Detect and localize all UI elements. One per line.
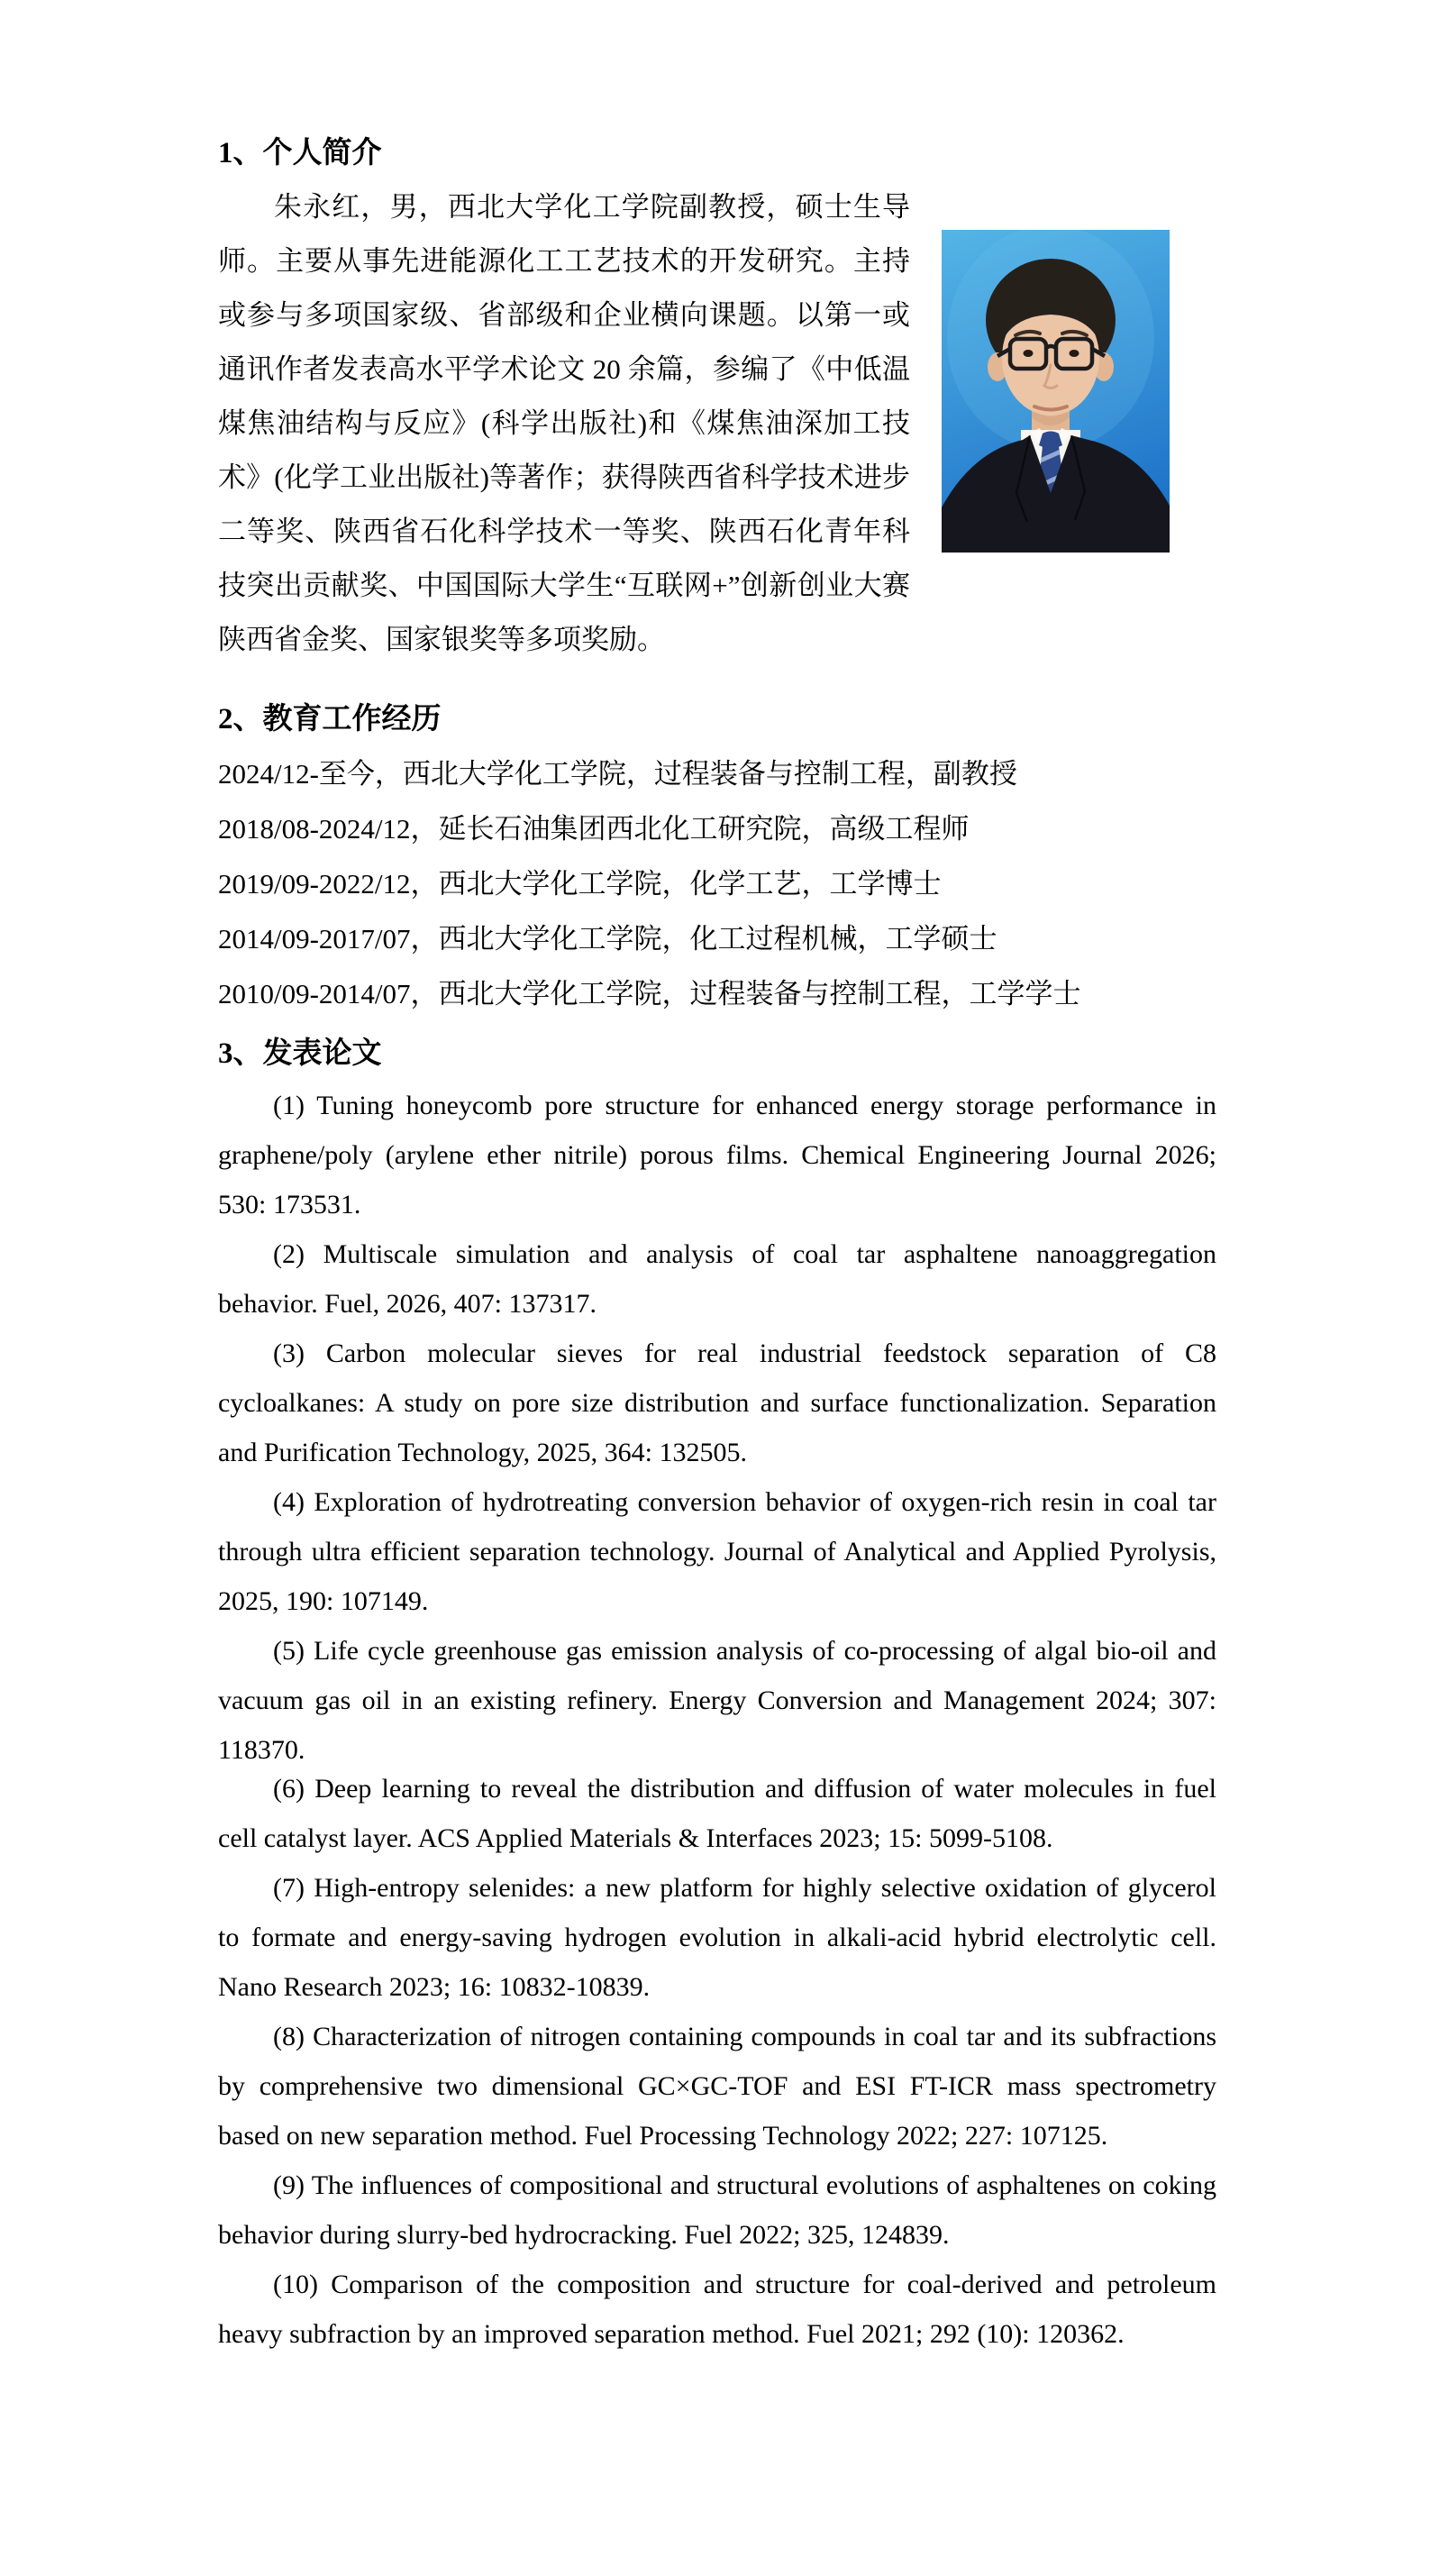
publication-item: (8) Characterization of nitrogen containing compounds in coal tar and its subfractions by comprehensive two dimensional GC×GC-TOF and ESI FT-ICR mass spectrometry based on new separation method. Fuel Processing Technology 2022; 227: 107125.: [218, 2022, 1216, 2151]
publication-item: (10) Comparison of the composition and structure for coal-derived and petroleum heavy subfraction by an improved separation method. Fuel 2021; 292 (10): 120362.: [218, 2270, 1216, 2349]
portrait-photo-graphic: [942, 230, 1170, 553]
publication-item: (3) Carbon molecular sieves for real industrial feedstock separation of C8 cycloalkanes: A study on pore size distribution and surface functionalization. Separation and Purification Technology, 2025, 364: 132505.: [218, 1338, 1216, 1467]
publication-item: (9) The influences of compositional and structural evolutions of asphaltenes on coking behavior during slurry-bed hydrocracking. Fuel 2022; 325, 124839.: [218, 2170, 1216, 2250]
education-entry: 2018/08-2024/12，延长石油集团西北化工研究院，高级工程师: [218, 813, 970, 845]
section-heading-publications: 3、发表论文: [218, 1037, 382, 1070]
publication-item: (1) Tuning honeycomb pore structure for enhanced energy storage performance in graphene/poly (arylene ether nitrile) porous films. Chemical Engineering Journal 2026; 530: 173531.: [218, 1091, 1216, 1219]
education-entry: 2010/09-2014/07，西北大学化工学院，过程装备与控制工程，工学学士: [218, 978, 1081, 1009]
section-heading-profile: 1、个人简介: [218, 137, 382, 169]
profile-photo: [942, 230, 1170, 553]
publication-item: (5) Life cycle greenhouse gas emission analysis of co-processing of algal bio-oil and vacuum gas oil in an existing refinery. Energy Conversion and Management 2024; 307: 118370.: [218, 1636, 1216, 1765]
education-entry: 2024/12-至今，西北大学化工学院，过程装备与控制工程，副教授: [218, 758, 1017, 790]
publication-item: (4) Exploration of hydrotreating conversion behavior of oxygen-rich resin in coal tar through ultra efficient separation technology. Journal of Analytical and Applied Pyrolysis, 2025, 190: 107149.: [218, 1487, 1216, 1616]
section-heading-education: 2、教育工作经历: [218, 703, 442, 735]
education-entry: 2014/09-2017/07，西北大学化工学院，化工过程机械，工学硕士: [218, 923, 997, 955]
profile-paragraph: [218, 180, 1216, 667]
publication-item: (7) High-entropy selenides: a new platform for highly selective oxidation of glycerol to formate and energy-saving hydrogen evolution in alkali-acid hybrid electrolytic cell. Nano Research 2023; 16: 10832-10839.: [218, 1873, 1216, 2002]
publication-item: (6) Deep learning to reveal the distribution and diffusion of water molecules in fuel cell catalyst layer. ACS Applied Materials & Interfaces 2023; 15: 5099-5108.: [218, 1774, 1216, 1853]
education-entry: 2019/09-2022/12，西北大学化工学院，化学工艺，工学博士: [218, 868, 942, 900]
profile-text: 朱永红，男，西北大学化工学院副教授，硕士生导师。主要从事先进能源化工工艺技术的开发研究。主持或参与多项国家级、省部级和企业横向课题。以第一或通讯作者发表高水平学术论文 20 余篇，参编了《中低温煤焦油结构与反应》(科学出版社)和《煤焦油深加工技术》(化学工业出版社)等著作；获得陕西省科学技术进步二等奖、陕西省石化科学技术一等奖、陕西石化青年科技突出贡献奖、中国国际大学生“互联网+”创新创业大赛陕西省金奖、国家银奖等多项奖励。: [218, 191, 910, 655]
publication-item: (2) Multiscale simulation and analysis of coal tar asphaltene nanoaggregation behavior. Fuel, 2026, 407: 137317.: [218, 1239, 1216, 1319]
